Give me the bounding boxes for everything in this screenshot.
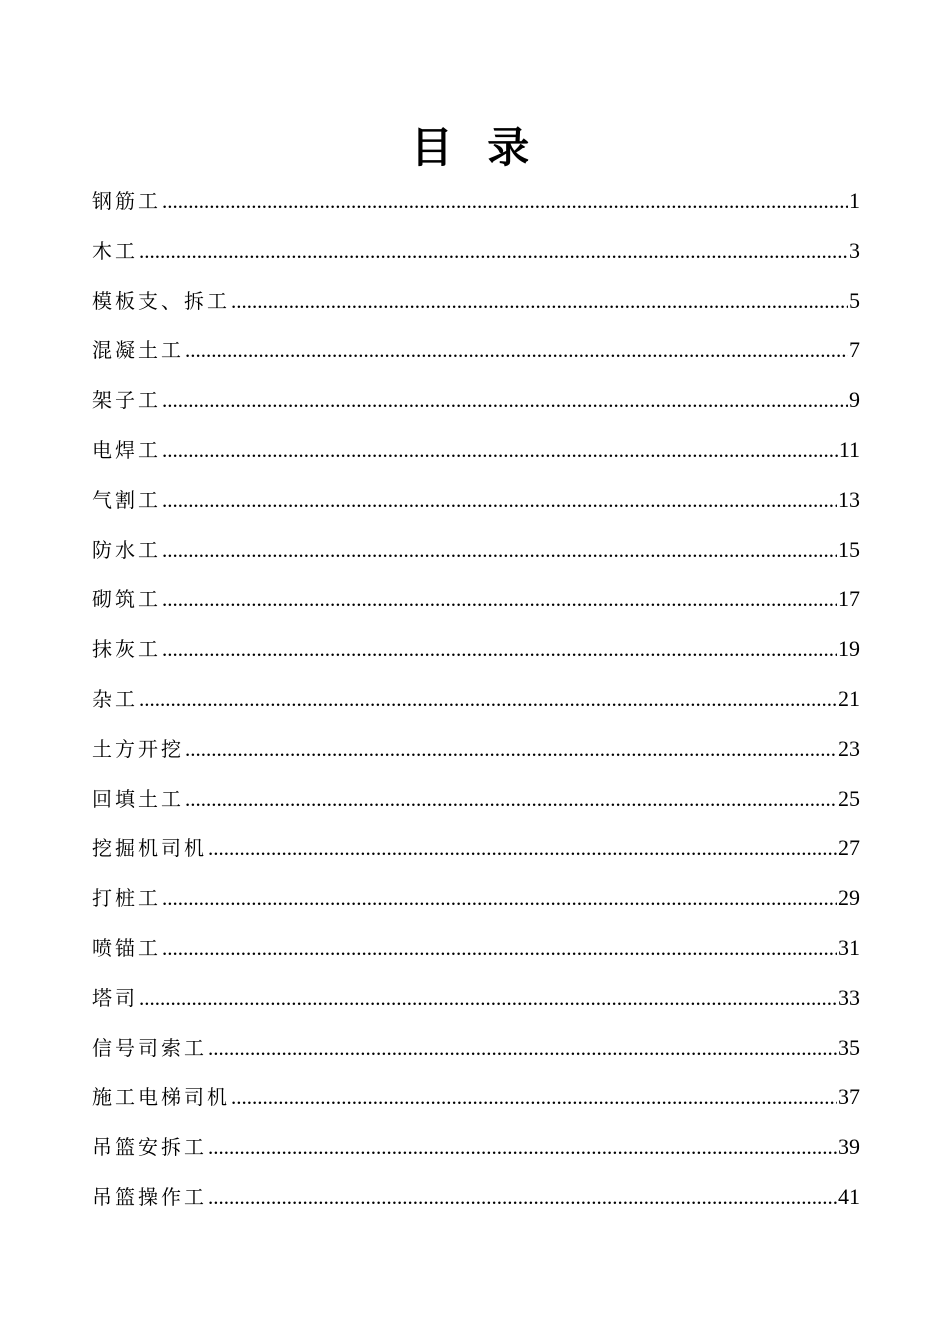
toc-entry-label: 挖掘机司机 <box>92 836 207 861</box>
toc-entry-label: 喷锚工 <box>92 935 161 960</box>
toc-entry-label: 施工电梯司机 <box>92 1085 230 1110</box>
toc-entry-label: 信号司索工 <box>92 1035 207 1060</box>
toc-entry-page: 11 <box>838 436 860 462</box>
toc-entry[interactable] <box>92 330 860 380</box>
toc-dot-leader <box>208 1177 837 1217</box>
toc-dot-leader <box>139 679 837 719</box>
toc-dot-leader <box>139 978 837 1018</box>
toc-dot-leader <box>162 928 837 968</box>
toc-entry-label: 土方开挖 <box>92 736 184 761</box>
toc-entry[interactable] <box>92 380 860 430</box>
toc-entry[interactable] <box>92 231 860 281</box>
toc-dot-leader <box>162 629 837 669</box>
toc-entry-label: 气割工 <box>92 487 161 512</box>
toc-entry-page: 3 <box>849 237 860 263</box>
toc-dot-leader <box>162 380 848 420</box>
toc-entry[interactable] <box>92 729 860 779</box>
toc-entry-page: 23 <box>838 735 860 761</box>
toc-entry-page: 21 <box>838 685 860 711</box>
toc-entry-label: 回填土工 <box>92 786 184 811</box>
toc-entry-label: 杂工 <box>92 686 138 711</box>
toc-entry[interactable] <box>92 629 860 679</box>
toc-entry-page: 1 <box>849 188 860 213</box>
toc-entry-label: 模板支、拆工 <box>92 288 230 313</box>
toc-entry[interactable] <box>92 281 860 331</box>
toc-entry-label: 塔司 <box>92 985 138 1010</box>
toc-dot-leader <box>208 1028 837 1068</box>
toc-entry[interactable] <box>92 1177 860 1227</box>
toc-entry[interactable] <box>92 181 860 231</box>
toc-dot-leader <box>139 231 848 271</box>
toc-entry-page: 13 <box>838 486 860 512</box>
toc-dot-leader <box>185 779 837 819</box>
toc-entry[interactable] <box>92 928 860 978</box>
toc-entry-page: 25 <box>838 785 860 811</box>
page-title: 目 录 <box>410 123 540 172</box>
toc-entry-page: 37 <box>838 1084 860 1110</box>
toc-dot-leader <box>162 530 837 570</box>
toc-entry[interactable] <box>92 1077 860 1127</box>
toc-dot-leader <box>231 281 848 321</box>
toc-dot-leader <box>231 1077 837 1117</box>
toc-entry-page: 31 <box>838 934 860 960</box>
toc-dot-leader <box>162 579 837 619</box>
toc-entry[interactable] <box>92 978 860 1028</box>
toc-entry-page: 15 <box>838 536 860 562</box>
toc-entry-label: 砌筑工 <box>92 587 161 612</box>
toc-entry[interactable] <box>92 878 860 928</box>
toc-entry-label: 电焊工 <box>92 437 161 462</box>
toc-entry-label: 吊篮安拆工 <box>92 1135 207 1160</box>
toc-dot-leader <box>162 430 838 470</box>
toc-entry-page: 27 <box>838 835 860 861</box>
toc-dot-leader <box>185 729 837 769</box>
toc-entry-label: 混凝土工 <box>92 338 184 363</box>
toc-entry-page: 29 <box>838 885 860 911</box>
toc-entry-page: 39 <box>838 1134 860 1160</box>
toc-entry-page: 41 <box>838 1183 860 1209</box>
toc-entry-page: 17 <box>838 586 860 612</box>
toc-entry-page: 5 <box>849 287 860 313</box>
toc-entry-page: 19 <box>838 636 860 662</box>
toc-entry-page: 9 <box>849 387 860 413</box>
toc-entry-label: 抹灰工 <box>92 637 161 662</box>
toc-entry[interactable] <box>92 430 860 480</box>
toc-entry-label: 钢筋工 <box>92 189 161 213</box>
toc-entry[interactable] <box>92 679 860 729</box>
toc-entry[interactable] <box>92 1028 860 1078</box>
toc-entry[interactable] <box>92 530 860 580</box>
toc-entry-label: 吊篮操作工 <box>92 1184 207 1209</box>
toc-entry-page: 35 <box>838 1034 860 1060</box>
toc-entry-label: 木工 <box>92 238 138 263</box>
toc-entry-label: 防水工 <box>92 537 161 562</box>
toc-entry-page: 7 <box>849 337 860 363</box>
toc-entry[interactable] <box>92 828 860 878</box>
toc-dot-leader <box>162 878 837 918</box>
toc-entry-label: 架子工 <box>92 388 161 413</box>
toc-dot-leader <box>208 1127 837 1167</box>
toc-entry[interactable] <box>92 1127 860 1177</box>
toc-entry-label: 打桩工 <box>92 886 161 911</box>
toc-entry[interactable] <box>92 480 860 530</box>
toc-entry[interactable] <box>92 579 860 629</box>
toc-list <box>92 181 860 1227</box>
toc-dot-leader <box>185 330 848 370</box>
toc-entry[interactable] <box>92 779 860 829</box>
toc-dot-leader <box>208 828 837 868</box>
toc-dot-leader <box>162 181 848 221</box>
toc-entry-page: 33 <box>838 984 860 1010</box>
toc-dot-leader <box>162 480 837 520</box>
